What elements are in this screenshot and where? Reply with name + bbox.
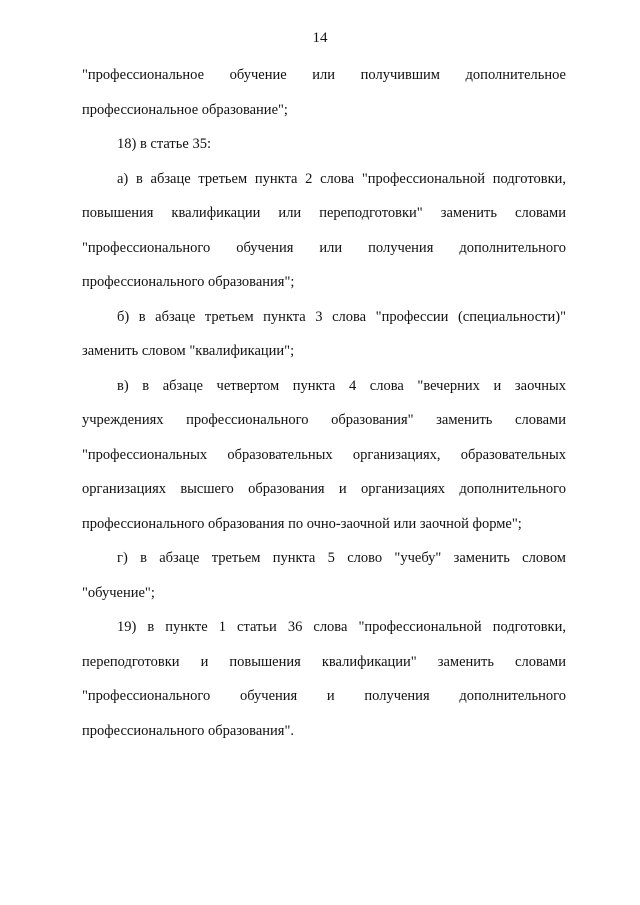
text-line: г) в абзаце третьем пункта 5 слово "учебу" заменить словом bbox=[117, 550, 566, 566]
paragraph-heading: 18) в статье 35: bbox=[117, 136, 211, 152]
text-line: профессионального образования". bbox=[82, 722, 295, 739]
text-line: повышения квалификации или переподготовки" заменить словами bbox=[82, 205, 566, 221]
text-line: организациях высшего образования и организациях дополнительного bbox=[82, 481, 566, 497]
text-line: "профессионального обучения или получения дополнительного bbox=[82, 239, 566, 256]
document-body bbox=[82, 64, 566, 754]
text-line: заменить словом "квалификации"; bbox=[82, 343, 295, 359]
text-line: "профессионального обучения и получения дополнительного bbox=[82, 688, 566, 704]
text-line: профессиональное образование"; bbox=[82, 101, 288, 118]
text-line: б) в абзаце третьем пункта 3 слова "профессии (специальности)" bbox=[117, 308, 566, 325]
text-line: "профессиональное обучение или получившим дополнительное bbox=[82, 67, 566, 83]
text-line: а) в абзаце третьем пункта 2 слова "профессиональной подготовки, bbox=[117, 170, 566, 187]
text-line: переподготовки и повышения квалификации" заменить словами bbox=[82, 653, 566, 670]
page-number: 14 bbox=[312, 30, 328, 46]
text-line: в) в абзаце четвертом пункта 4 слова "вечерних и заочных bbox=[117, 377, 566, 394]
text-line: 19) в пункте 1 статьи 36 слова "профессиональной подготовки, bbox=[117, 619, 566, 635]
text-line: учреждениях профессионального образования" заменить словами bbox=[82, 412, 566, 428]
text-line: "профессиональных образовательных организациях, образовательных bbox=[82, 446, 566, 463]
text-line: "обучение"; bbox=[82, 584, 155, 601]
text-line: профессионального образования"; bbox=[82, 274, 295, 290]
text-line: профессионального образования по очно-заочной или заочной форме"; bbox=[82, 515, 522, 532]
